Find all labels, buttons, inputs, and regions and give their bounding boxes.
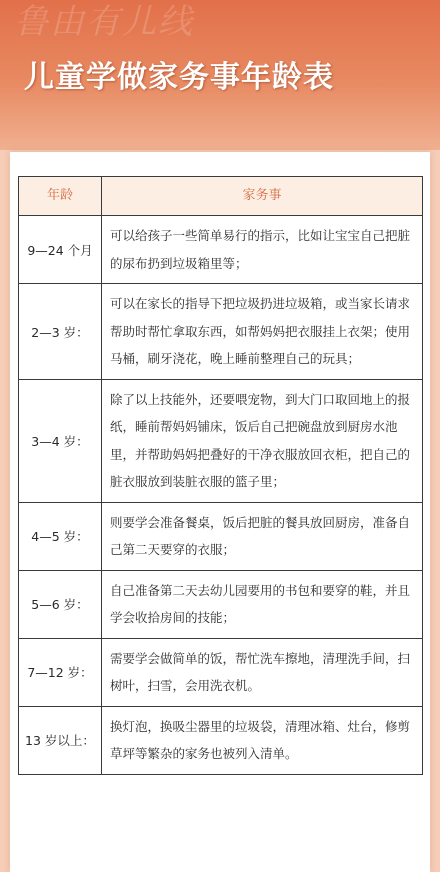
page-title: 儿童学做家务事年龄表: [24, 60, 334, 95]
age-cell: 7—12 岁：: [19, 638, 102, 706]
chores-cell: 可以给孩子一些简单易行的指示，比如让宝宝自己把脏的尿布扔到垃圾箱里等；: [102, 216, 423, 284]
table-row: [19, 502, 423, 570]
chores-cell: 需要学会做简单的饭，帮忙洗车擦地，清理洗手间，扫树叶，扫雪，会用洗衣机。: [102, 638, 423, 706]
table-header-row: [19, 177, 423, 216]
table-row: [19, 638, 423, 706]
age-cell: 5—6 岁：: [19, 570, 102, 638]
chores-cell: 则要学会准备餐桌，饭后把脏的餐具放回厨房，准备自己第二天要穿的衣服；: [102, 502, 423, 570]
age-cell: 13 岁以上：: [19, 706, 102, 774]
chores-cell: 除了以上技能外，还要喂宠物，到大门口取回地上的报纸，睡前帮妈妈铺床，饭后自己把碗盘放到厨房水池里，并帮助妈妈把叠好的干净衣服放回衣柜，把自己的脏衣服放到装脏衣服的篮子里；: [102, 379, 423, 502]
column-header-age: 年龄: [19, 177, 102, 216]
table-row: [19, 570, 423, 638]
table-row: [19, 379, 423, 502]
age-cell: 9—24 个月: [19, 216, 102, 284]
chores-cell: 自己准备第二天去幼儿园要用的书包和要穿的鞋，并且学会收拾房间的技能；: [102, 570, 423, 638]
age-cell: 2—3 岁：: [19, 284, 102, 380]
chores-age-table: [18, 176, 423, 775]
content-card: [10, 152, 430, 872]
age-cell: 3—4 岁：: [19, 379, 102, 502]
table-row: [19, 284, 423, 380]
column-header-chores: 家务事: [102, 177, 423, 216]
chores-cell: 可以在家长的指导下把垃圾扔进垃圾箱，或当家长请求帮助时帮忙拿取东西，如帮妈妈把衣服挂上衣架；使用马桶，刷牙浇花，晚上睡前整理自己的玩具；: [102, 284, 423, 380]
table-row: [19, 706, 423, 774]
chores-cell: 换灯泡，换吸尘器里的垃圾袋，清理冰箱、灶台，修剪草坪等繁杂的家务也被列入清单。: [102, 706, 423, 774]
header-banner: [0, 0, 440, 150]
age-cell: 4—5 岁：: [19, 502, 102, 570]
watermark: 鲁由有儿线: [14, 2, 194, 42]
table-row: [19, 216, 423, 284]
